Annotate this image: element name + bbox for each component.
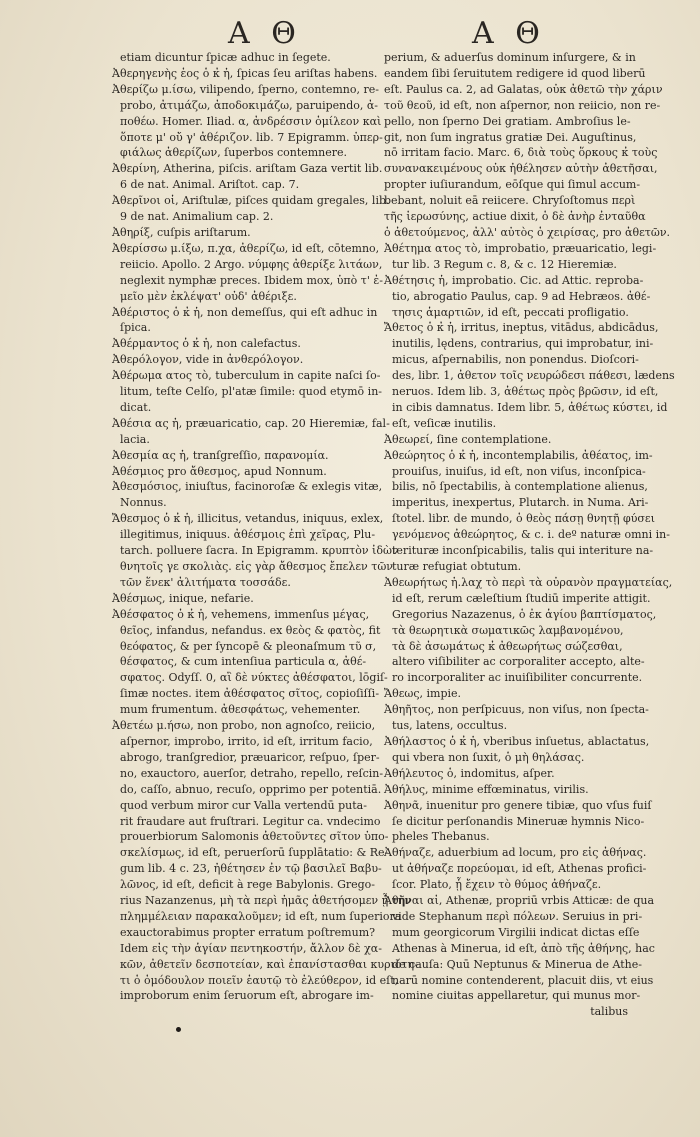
text-line: Idem εἰς τὴν ἁγίαν πεντηκοστήν, ἄλλον δὲ χα-	[120, 941, 382, 955]
text-line: de cauſa: Quū Neptunus & Minerua de Athe-	[392, 957, 642, 971]
text-line: etiam dicuntur ſpicæ adhuc in ſegete.	[120, 51, 331, 64]
text-line: ποθέω. Homer. Iliad. α, ἀνδρέσσιν ὁμίλεον καὶ	[120, 114, 382, 128]
text-line: bilis, nō ſpectabilis, à contemplatione alienus,	[392, 480, 648, 494]
ink-dot	[176, 1027, 181, 1032]
text-line: Ἄθεως, impie.	[384, 687, 462, 701]
text-line: τῆς ἱερωσύνης, actiue dixit, ὁ δὲ ἀνὴρ ἐνταῦθα	[384, 210, 646, 224]
text-line: Ἀθέσμιος pro ἄθεσμος, apud Nonnum.	[112, 464, 327, 478]
text-line: Athenas à Minerua, id eſt, ἀπὸ τῆς ἀθήνης, hac	[392, 941, 655, 955]
text-line: Ἀθεσμία ας ἡ, tranſgreſſio, παρανομία.	[112, 448, 329, 462]
text-line: Ἄθετος ὁ κ̓ ἡ, irritus, ineptus, vitādus, abdicādus,	[384, 321, 659, 335]
text-line: aſpernor, improbo, irrito, id eſt, irritum facio,	[120, 734, 373, 748]
text-line: Ἀθερῖνοι οἱ, Ariſtulæ, piſces quidam gregales, lib.	[112, 194, 390, 208]
text-line: τὰ δὲ ἀσωμάτως κ̓ ἀθεωρήτως σώζεσθαι,	[392, 639, 623, 653]
text-line: Gregorius Nazazenus, ὁ ἐκ ἁγίου βαπτίσματος,	[392, 607, 657, 621]
text-line: φιάλως ἀθερίζων, ſuperbos contemnere.	[120, 146, 348, 160]
text-line: turæ refugiat obtutum.	[392, 560, 522, 573]
text-line: no, exauctoro, auerſor, detraho, repello, reſcin-	[120, 766, 384, 780]
text-line: nomine ciuitas appellaretur, qui munus mor-	[392, 989, 641, 1003]
text-line: Ἀθέσια ας ἡ, præuaricatio, cap. 20 Hieremiæ, fal-	[112, 416, 390, 430]
text-line: des, libr. 1, ἀθετον τοῖς νευρώδεσι πάθεσι, lædens	[392, 369, 675, 383]
text-line: git, non ſum ingratus gratiæ Dei. Auguſtinus,	[384, 130, 637, 144]
text-line: eſt. Paulus ca. 2, ad Galatas, οὐκ ἀθετῶ τὴν χάριν	[384, 82, 663, 96]
text-line: ſe dicitur perſonandis Mineruæ hymnis Nico-	[392, 814, 645, 828]
text-line: quod verbum miror cur Valla vertendū puta-	[120, 798, 367, 812]
text-line: γενόμενος ἀθεώρητος, & c. i. deº naturæ omni in-	[392, 528, 670, 542]
text-line: συνανακειμένους οὐκ ἠθέλησεν αὐτὴν ἀθετῆσαι,	[384, 162, 658, 176]
text-line: micus, aſpernabilis, non ponendus. Dioſcori-	[392, 353, 639, 367]
text-line: ὅποτε μ' οὔ γ' ἀθέριζον. lib. 7 Epigramm. ὑπερ-	[120, 130, 383, 144]
text-line: propter iuſiurandum, eōſque qui ſimul accum-	[384, 178, 641, 192]
text-line: θεῖος, infandus, nefandus. ex θεὸς & φατὸς, fit	[120, 623, 381, 637]
text-line: Ἀθεωρεί, ſine contemplatione.	[384, 432, 552, 446]
text-line: prouerbiorum Salomonis ἀθετοῦντες σῖτον ὑπο-	[120, 830, 389, 844]
text-line: Ἄθεσμος ὁ κ̓ ἡ, illicitus, vetandus, iniquus, exlex,	[112, 512, 384, 526]
text-line: mum frumentum. ἀθεσφάτως, vehementer.	[120, 703, 361, 717]
text-line: do, caſſo, abnuo, recuſo, opprimo per potentiā.	[120, 782, 382, 796]
text-line: litum, teſte Celſo, pl'atæ ſimile: quod etymō in-	[120, 385, 382, 399]
text-line: μεῖο μὲν ἐκλέψατ' οὐδ' ἀθέριξε.	[120, 289, 297, 303]
text-line: qui vbera non ſuxit, ὁ μὴ θηλάσας.	[392, 750, 585, 764]
text-line: 6 de nat. Animal. Ariſtot. cap. 7.	[120, 178, 300, 192]
text-line: abrogo, tranſgredior, præuaricor, reſpuo, ſper-	[120, 750, 380, 764]
text-line: improborum enim ſeruorum eſt, abrogare im-	[120, 989, 374, 1003]
left-column	[112, 50, 418, 1004]
text-line: rius Nazanzenus, μὴ τὰ περὶ ἡμᾶς ἀθετήσομεν ᾗ τὴν	[120, 894, 412, 908]
text-line: tarch. polluere ſacra. In Epigramm. κρυπτὸν ἰδὼν	[120, 544, 399, 558]
text-line: ſimæ noctes. item ἀθέσφατος σῖτος, copioſiſſi-	[120, 687, 380, 701]
text-line: prouiſus, inuiſus, id eſt, non viſus, inconſpica-	[392, 464, 646, 478]
text-line: Ἀθέρμαντος ὁ κ̓ ἡ, non calefactus.	[112, 337, 301, 351]
text-line: pheles Thebanus.	[392, 830, 490, 844]
text-line: Ἀθηῆτος, non perſpicuus, non viſus, non ſpecta-	[384, 703, 649, 717]
text-line: Ἀθερηγενὴς ἑος ὁ κ̓ ἡ, ſpicas ſeu ariſtas habens.	[112, 66, 378, 80]
text-line: Ἀθεσμόσιος, iniuſtus, facinoroſæ & exlegis vitæ,	[112, 480, 383, 494]
text-line: talibus	[590, 1005, 628, 1019]
text-line: τοῦ θεοῦ, id eſt, non aſpernor, non reiicio, non re-	[384, 98, 661, 112]
text-line: mum georgicorum Virgilii indicat dictas eſſe	[392, 925, 640, 939]
text-line: neglexit nymphæ preces. Ibidem mox, ὑπὸ τ' ἐ-	[120, 273, 384, 287]
text-line: inutilis, lędens, contrarius, qui improbatur, ini-	[392, 337, 654, 351]
text-line: τῶν ἕνεκ' ἀλιτήματα τοσσάδε.	[120, 575, 291, 589]
text-line: rit fraudare aut fruſtrari. Legitur ca. vndecimo	[120, 814, 381, 828]
text-line: tur lib. 3 Regum c. 8, & c. 12 Hieremiæ.	[392, 257, 617, 271]
text-line: eſt, veſicæ inutilis.	[392, 416, 497, 430]
text-line: πλημμέλειαν παρακαλοῦμεν; id eſt, num ſuperiora	[120, 909, 402, 923]
text-line: Ἀθῆναι αἱ, Athenæ, propriū vrbis Atticæ: de qua	[384, 894, 655, 908]
right-column	[384, 50, 675, 1020]
text-line: λῶνος, id eſt, deficit à rege Babylonis. Grego-	[120, 878, 376, 892]
text-line: nō irritam facio. Marc. 6, διὰ τοὺς ὅρκους κ̓ τοὺς	[384, 146, 658, 160]
text-line: ſpica.	[120, 321, 151, 335]
text-line: probo, ἀτιμάζω, ἀποδοκιμάζω, paruipendo, ἀ-	[120, 98, 379, 112]
text-line: exauctorabimus propter erratum poſtremum?	[120, 925, 376, 939]
text-line: τι ὁ ὁμόδουλον ποιεῖν ἑαυτῷ τὸ ἐλεύθερον, id eſt,	[120, 973, 399, 987]
text-line: κῶν, ἀθετεῖν δεσποτείαν, καὶ ἐπανίστασθαι κυριότη-	[120, 957, 418, 971]
text-line: Ἀθέτημα ατος τὸ, improbatio, præuaricatio, legi-	[384, 241, 657, 255]
text-line: eandem ſibi ſeruitutem redigere id quod liberū	[384, 66, 646, 80]
text-line: Nonnus.	[120, 496, 167, 510]
text-line: τησις ἁμαρτιῶν, id eſt, peccati profligatio.	[392, 305, 629, 319]
text-line: Ἀθεωρήτως ἡ.λαχ τὸ περὶ τὰ οὐρανὸν πραγματείας,	[384, 575, 673, 589]
text-line: Ἀθηρίξ, cuſpis ariſtarum.	[112, 225, 251, 239]
text-line: in cibis damnatus. Idem libr. 5, ἀθέτως κύστει, id	[392, 400, 668, 414]
text-line: id eſt, rerum cæleſtium ſtudiū imperite attigit.	[392, 591, 651, 605]
text-line: Ἀθέρωμα ατος τὸ, tuberculum in capite naſci ſo-	[112, 369, 381, 383]
header-left: A Θ	[228, 16, 302, 51]
text-line: Ἀθερίσσω μ.ίξω, π.χα, ἀθερίζω, id eſt, cōtemno,	[112, 241, 380, 255]
text-line: neruos. Idem lib. 3, ἀθέτως πρὸς βρῶσιν, id eſt,	[392, 385, 659, 399]
text-line: τὰ θεωρητικὰ σωματικῶς λαμβανομένου,	[392, 623, 624, 637]
text-line: narū nomine contenderent, placuit diis, vt eius	[392, 973, 654, 987]
text-line: σφατος. Odyſſ. 0, αἳ δὲ νύκτες ἀθέσφατοι, lōgiſ-	[120, 671, 388, 685]
text-line: Ἀθερίζω μ.ίσω, vilipendo, ſperno, contemno, re-	[112, 82, 379, 96]
text-line: ὁ ἀθετούμενος, ἀλλ' αὐτὸς ὁ χειρίσας, pro ἀθετῶν.	[384, 225, 671, 239]
text-line: altero viſibiliter ac corporaliter accepto, alte-	[392, 655, 645, 669]
text-line: reiicio. Apollo. 2 Argo. νύμφης ἀθερίξε λιτάων,	[120, 257, 383, 271]
text-line: illegitimus, iniquus. ἀθέσμοις ἐπὶ χεῖρας, Plu-	[120, 528, 376, 542]
text-line: Ἀθέσμως, inique, nefarie.	[112, 591, 254, 605]
text-line: Ἀθήλευτος ὁ, indomitus, aſper.	[384, 766, 555, 780]
text-line: terituræ inconſpicabilis, talis qui interiture na-	[392, 544, 654, 558]
text-line: Ἀθέτησις ἡ, improbatio. Cic. ad Attic. reproba-	[384, 273, 644, 287]
text-line: Ἀθήλυς, minime effœminatus, virilis.	[384, 782, 589, 796]
text-line: pello, non ſperno Dei gratiam. Ambroſius le-	[384, 114, 631, 128]
text-line: σκελίσμως, id eſt, peruerſorū ſupplātatio: & Re-	[120, 846, 389, 860]
text-line: ſtotel. libr. de mundo, ὁ θεὸς πάσῃ θνητῇ φύσει	[392, 512, 655, 526]
text-line: Ἀθεώρητος ὁ κ̓ ἡ, incontemplabilis, ἀθέατος, im-	[384, 448, 653, 462]
text-line: Ἀθερόλογον, vide in ἀνθερόλογον.	[112, 353, 304, 367]
text-line: perium, & aduerſus dominum inſurgere, & in	[384, 51, 636, 64]
text-line: Ἀθερίνη, Atherina, piſcis. ariſtam Gaza vertit lib.	[112, 162, 383, 176]
text-line: vide Stephanum περὶ πόλεων. Seruius in pri-	[392, 909, 643, 923]
text-line: θέσφατος, & cum intenſiua particula α, ἀθέ-	[120, 655, 367, 669]
text-line: imperitus, inexpertus, Plutarch. in Numa. Ari-	[392, 496, 649, 510]
text-line: Ἀθέριστος ὁ κ̓ ἡ, non demeſſus, qui eſt adhuc in	[112, 305, 378, 319]
text-line: Ἀθετέω μ.ήσω, non probo, non agnoſco, reiicio,	[112, 719, 376, 733]
text-line: lacia.	[120, 432, 150, 446]
header-right: A Θ	[472, 16, 546, 51]
text-line: gum lib. 4 c. 23, ἠθέτησεν ἐν τῷ βασιλεῖ Βαβυ-	[120, 862, 382, 876]
text-line: ſcor. Plato, ᾗ ἔχειν τὸ θύμος ἀθήναζε.	[392, 878, 602, 892]
text-line: ut ἀθήναζε πορεύομαι, id eſt, Athenas profici-	[392, 862, 647, 876]
text-line: tio, abrogatio Paulus, cap. 9 ad Hebræos. ἀθέ-	[392, 289, 651, 303]
text-line: θεόφατος, & per ſyncopē & pleonaſmum τῦ σ,	[120, 639, 377, 653]
text-line: Ἀθέσφατος ὁ κ̓ ἡ, vehemens, immenſus μέγας,	[112, 607, 370, 621]
text-line: 9 de nat. Animalium cap. 2.	[120, 210, 274, 224]
text-line: Ἀθήναζε, aduerbium ad locum, pro εἰς ἀθήνας.	[384, 846, 647, 860]
text-line: tus, latens, occultus.	[392, 719, 508, 733]
text-line: ro incorporaliter ac inuiſibiliter concurrente.	[392, 671, 643, 685]
text-line: Ἀθήλαστος ὁ κ̓ ἡ, vberibus inſuetus, ablactatus,	[384, 734, 650, 748]
text-line: bebant, noluit eā reiicere. Chryſoſtomus περὶ	[384, 194, 636, 208]
text-line: Ἀθηνᾶ, inuenitur pro genere tibiæ, quo vſus fuiſ	[384, 798, 652, 812]
text-line: dicat.	[120, 400, 152, 414]
text-line: θνητοῖς γε σκολιὰς. εἰς γὰρ ἄθεσμος ἔπελεν τῶν	[120, 560, 393, 573]
